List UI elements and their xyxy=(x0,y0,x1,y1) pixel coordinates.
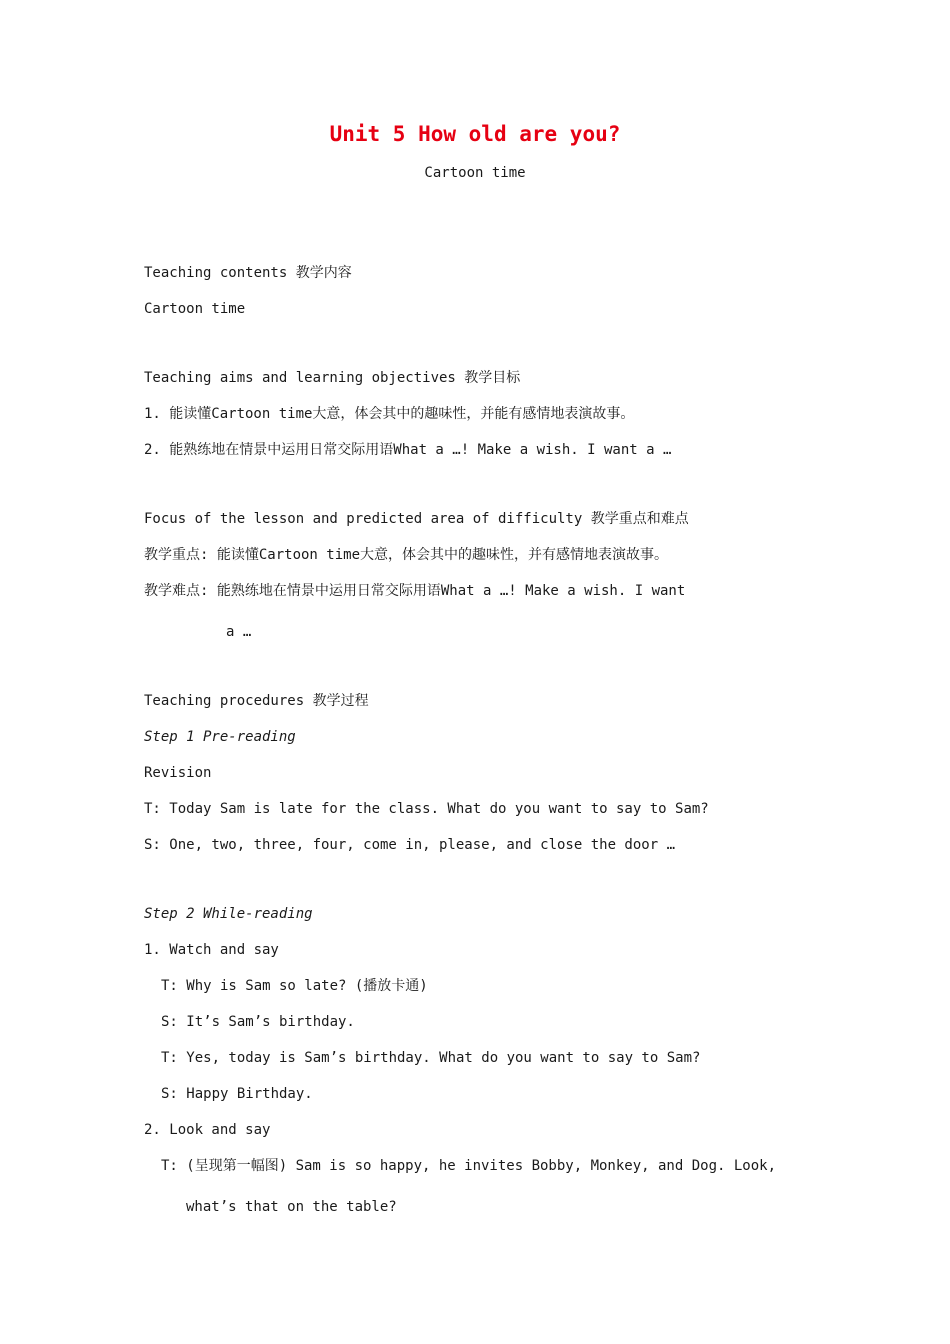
focus-difficulty: 教学难点: 能熟练地在情景中运用日常交际用语What a …! Make a wish. I want xyxy=(144,583,686,599)
aims-item-2: 2. 能熟练地在情景中运用日常交际用语What a …! Make a wish. I want a … xyxy=(144,442,672,458)
step-1-student-line: S: One, two, three, four, come in, please, and close the door … xyxy=(144,837,676,853)
step-1-heading: Step 1 Pre-reading xyxy=(144,729,296,745)
focus-key-point: 教学重点: 能读懂Cartoon time大意，体会其中的趣味性，并有感情地表演故事。 xyxy=(144,547,669,563)
contents-heading: Teaching contents 教学内容 xyxy=(144,265,352,281)
look-and-say-heading: 2. Look and say xyxy=(144,1122,271,1138)
watch-student-line-1: S: It’s Sam’s birthday. xyxy=(161,1014,355,1030)
document-subtitle: Cartoon time xyxy=(424,165,526,181)
aims-item-1: 1. 能读懂Cartoon time大意，体会其中的趣味性，并能有感情地表演故事。 xyxy=(144,406,635,422)
focus-heading: Focus of the lesson and predicted area of difficulty 教学重点和难点 xyxy=(144,511,689,527)
revision-label: Revision xyxy=(144,765,212,781)
focus-difficulty-continued: a … xyxy=(226,624,252,640)
contents-text: Cartoon time xyxy=(144,301,246,317)
watch-student-line-2: S: Happy Birthday. xyxy=(161,1086,313,1102)
look-teacher-line-1-continued: what’s that on the table? xyxy=(186,1199,397,1215)
watch-teacher-line-1: T: Why is Sam so late? (播放卡通) xyxy=(161,978,428,994)
look-teacher-line-1: T: (呈现第一幅图) Sam is so happy, he invites Bobby, Monkey, and Dog. Look, xyxy=(161,1158,777,1174)
aims-heading: Teaching aims and learning objectives 教学目标 xyxy=(144,370,521,386)
procedures-heading: Teaching procedures 教学过程 xyxy=(144,693,369,709)
step-2-heading: Step 2 While-reading xyxy=(144,906,313,922)
document-title: Unit 5 How old are you? xyxy=(329,122,621,146)
step-1-teacher-line: T: Today Sam is late for the class. What do you want to say to Sam? xyxy=(144,801,709,817)
watch-and-say-heading: 1. Watch and say xyxy=(144,942,279,958)
watch-teacher-line-2: T: Yes, today is Sam’s birthday. What do you want to say to Sam? xyxy=(161,1050,701,1066)
